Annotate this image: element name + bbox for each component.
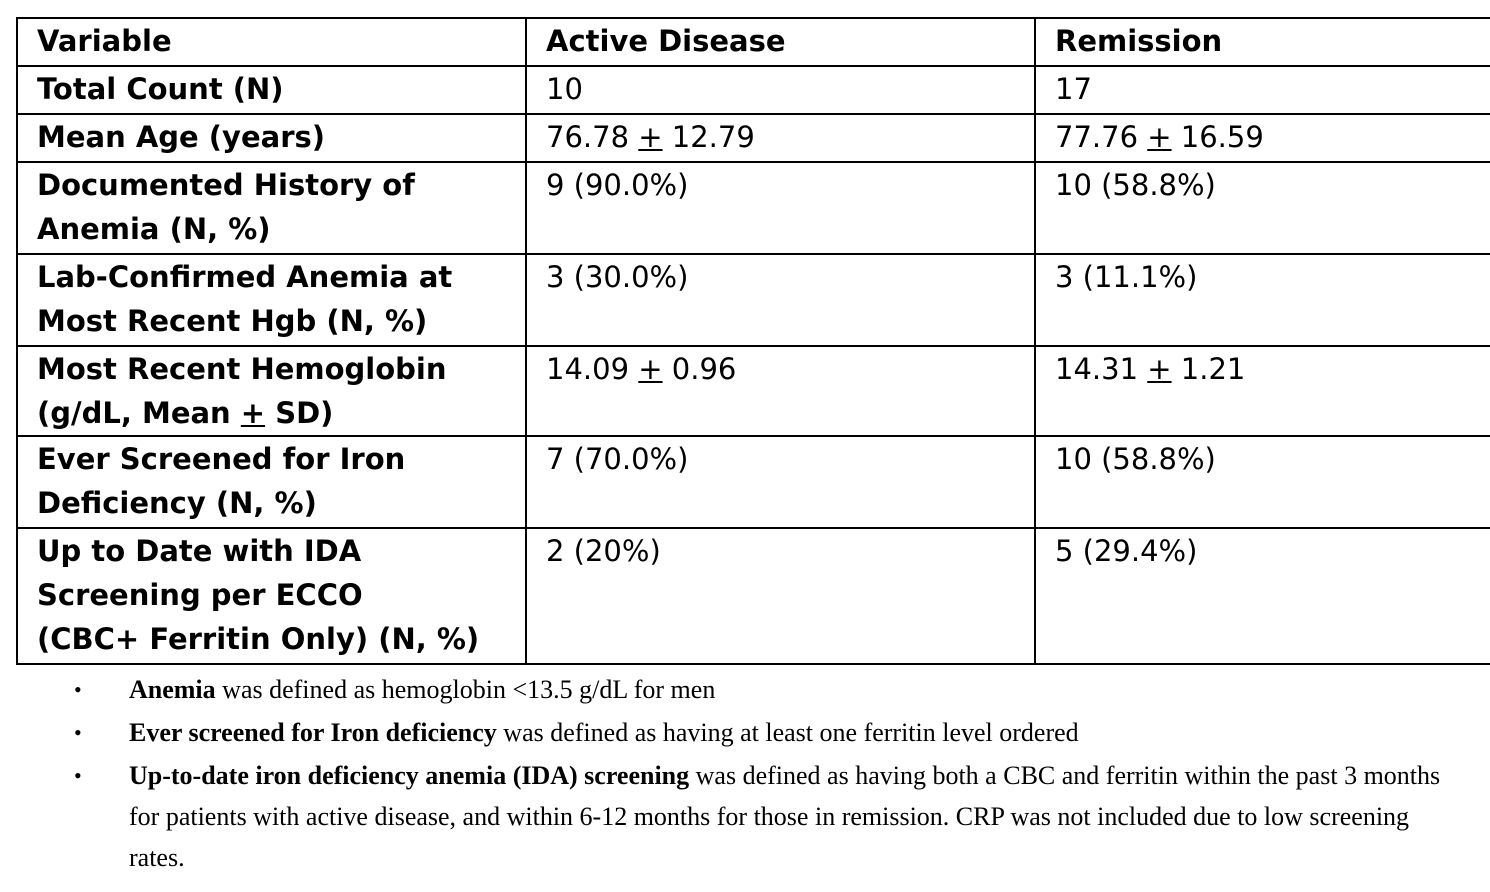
label-line: Screening per ECCO (37, 578, 363, 612)
header-variable: Variable (17, 18, 526, 66)
table-row (17, 436, 1490, 528)
demographics-table (16, 17, 1490, 665)
footnotes (0, 669, 1490, 880)
plus-minus-sign: + (1147, 120, 1172, 154)
table-header-row (17, 18, 1490, 66)
footnote-text: was defined as hemoglobin <13.5 g/dL for men (215, 675, 716, 704)
footnote-item (0, 669, 1490, 710)
row-label-total-count: Total Count (N) (17, 66, 526, 114)
label-line: Most Recent Hgb (N, %) (37, 304, 428, 338)
value-part: 77.76 (1055, 120, 1148, 154)
cell-remission-screened-iron: 10 (58.8%) (1035, 436, 1490, 528)
row-label-screened-iron (17, 436, 526, 528)
footnote-term: Ever screened for Iron deficiency (129, 718, 497, 747)
cell-remission-total-count: 17 (1035, 66, 1490, 114)
cell-remission-mean-age (1035, 114, 1490, 162)
footnote-text: was defined as having both a CBC and ferritin within the past 3 months for patients with active disease, and within 6-12 months for those in remission. CRP was not included due to low screening rates. (129, 761, 1441, 872)
bullet-icon: • (74, 677, 82, 702)
footnote-item (0, 712, 1490, 753)
row-label-ida-screening (17, 528, 526, 664)
cell-active-mean-age (526, 114, 1035, 162)
plus-minus-sign: + (638, 352, 663, 386)
label-line: Anemia (N, %) (37, 212, 271, 246)
table-row (17, 528, 1490, 664)
footnote-term: Anemia (129, 675, 216, 704)
cell-remission-recent-hemoglobin (1035, 346, 1490, 436)
label-line: Documented History of (37, 168, 415, 202)
cell-active-ida-screening: 2 (20%) (526, 528, 1035, 664)
label-line: Lab-Confirmed Anemia at (37, 260, 453, 294)
cell-remission-lab-confirmed-anemia: 3 (11.1%) (1035, 254, 1490, 346)
label-line: Deficiency (N, %) (37, 486, 317, 520)
cell-active-total-count: 10 (526, 66, 1035, 114)
plus-minus-sign: + (240, 396, 266, 430)
header-remission: Remission (1035, 18, 1490, 66)
label-line: Most Recent Hemoglobin (37, 352, 447, 386)
bullet-icon: • (74, 720, 82, 745)
plus-minus-sign: + (638, 120, 663, 154)
cell-remission-history-anemia: 10 (58.8%) (1035, 162, 1490, 254)
row-label-mean-age: Mean Age (years) (17, 114, 526, 162)
label-line: Ever Screened for Iron (37, 442, 406, 476)
cell-active-history-anemia: 9 (90.0%) (526, 162, 1035, 254)
table-row (17, 162, 1490, 254)
header-active-disease: Active Disease (526, 18, 1035, 66)
footnote-item (0, 755, 1490, 878)
cell-active-lab-confirmed-anemia: 3 (30.0%) (526, 254, 1035, 346)
cell-active-recent-hemoglobin (526, 346, 1035, 436)
cell-remission-ida-screening: 5 (29.4%) (1035, 528, 1490, 664)
table-row (17, 66, 1490, 114)
value-part: 12.79 (662, 120, 755, 154)
row-label-recent-hemoglobin (17, 346, 526, 436)
plus-minus-sign: + (1147, 352, 1172, 386)
cell-active-screened-iron: 7 (70.0%) (526, 436, 1035, 528)
label-line: (g/dL, Mean (37, 396, 241, 430)
value-part: 76.78 (546, 120, 639, 154)
table-row (17, 114, 1490, 162)
value-part: 0.96 (662, 352, 737, 386)
bullet-icon: • (74, 763, 82, 788)
label-line: Up to Date with IDA (37, 534, 362, 568)
row-label-lab-confirmed-anemia (17, 254, 526, 346)
value-part: 14.09 (546, 352, 639, 386)
label-line: (CBC+ Ferritin Only) (N, %) (37, 622, 480, 656)
table-row (17, 254, 1490, 346)
footnote-text: was defined as having at least one ferritin level ordered (496, 718, 1079, 747)
value-part: 1.21 (1171, 352, 1246, 386)
value-part: 16.59 (1171, 120, 1264, 154)
label-line: SD) (265, 396, 334, 430)
footnote-term: Up-to-date iron deficiency anemia (IDA) screening (129, 761, 690, 790)
table-row (17, 346, 1490, 436)
row-label-history-anemia (17, 162, 526, 254)
value-part: 14.31 (1055, 352, 1148, 386)
